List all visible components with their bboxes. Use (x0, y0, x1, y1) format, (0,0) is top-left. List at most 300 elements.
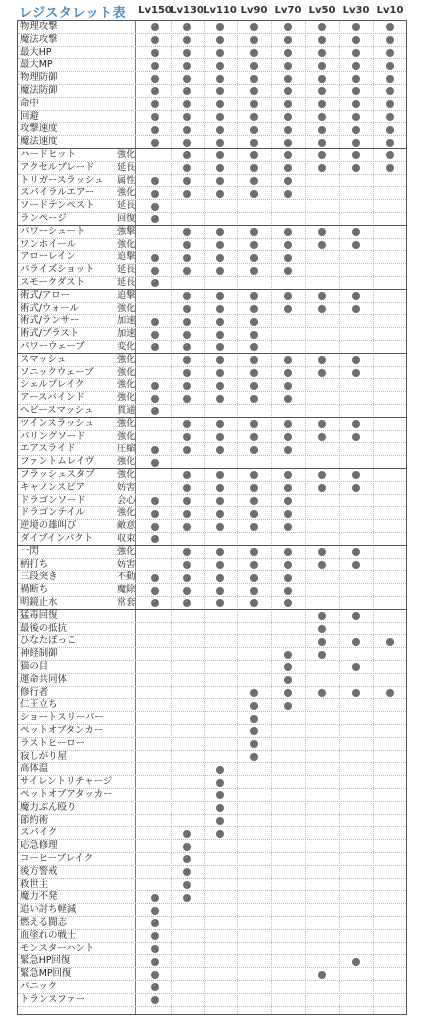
table-row (18, 34, 406, 47)
skill-name: 猫の目 (20, 661, 49, 672)
availability-dot-lv70 (284, 689, 292, 697)
table-row (18, 136, 406, 149)
skill-name: モンスターハント (20, 942, 95, 954)
skill-name: 運命共同体 (20, 673, 67, 685)
availability-dot-lv110 (216, 548, 224, 556)
availability-dot-lv70 (284, 651, 292, 659)
availability-dot-lv90 (250, 420, 258, 428)
availability-dot-lv70 (284, 241, 292, 249)
table-row (18, 200, 406, 213)
skill-name: 魔法防御 (20, 85, 58, 96)
table-row (18, 968, 406, 981)
table-row (18, 789, 406, 802)
skill-name: 応急修理 (20, 840, 58, 852)
skill-name: 血塗れの戦士 (20, 929, 77, 941)
availability-dot-lv130 (183, 228, 191, 236)
availability-dot-lv110 (216, 100, 224, 108)
availability-dot-lv50 (318, 164, 326, 172)
availability-dot-lv10 (386, 638, 394, 646)
skill-type: 強化 (117, 149, 136, 160)
availability-dot-lv130 (183, 305, 191, 313)
skill-name: スマッシュ (20, 353, 67, 365)
table-row (18, 802, 406, 815)
availability-dot-lv130 (183, 830, 191, 838)
table-row (18, 59, 406, 72)
availability-dot-lv30 (352, 49, 360, 57)
availability-dot-lv50 (318, 612, 326, 620)
availability-dot-lv130 (183, 87, 191, 95)
availability-dot-lv90 (250, 587, 258, 595)
table-row (18, 917, 406, 930)
availability-dot-lv30 (352, 663, 360, 671)
availability-dot-lv30 (352, 484, 360, 492)
availability-dot-lv150 (151, 331, 159, 339)
skill-name: ハードヒット (20, 149, 76, 160)
availability-dot-lv150 (151, 574, 159, 582)
availability-dot-lv150 (151, 395, 159, 403)
availability-dot-lv30 (352, 126, 360, 134)
skill-type: 貫通 (117, 405, 136, 416)
table-row (18, 85, 406, 98)
availability-dot-lv150 (151, 510, 159, 518)
availability-dot-lv90 (250, 292, 258, 300)
table-row (18, 994, 406, 1007)
skill-name: シェルブレイク (20, 379, 85, 391)
table-row (18, 162, 406, 175)
availability-dot-lv130 (183, 881, 191, 889)
skill-name: ショートスリーパー (20, 712, 104, 724)
availability-dot-lv90 (250, 433, 258, 441)
availability-dot-lv50 (318, 625, 326, 633)
availability-dot-lv50 (318, 638, 326, 646)
availability-dot-lv90 (250, 23, 258, 31)
availability-dot-lv70 (284, 292, 292, 300)
table-row (18, 699, 406, 712)
skill-name: スパイク (20, 827, 58, 839)
availability-dot-lv90 (250, 190, 258, 198)
table-row (18, 943, 406, 956)
availability-dot-lv50 (318, 75, 326, 83)
availability-dot-lv110 (216, 139, 224, 147)
table-row (18, 277, 406, 290)
availability-dot-lv90 (250, 715, 258, 723)
table-row (18, 379, 406, 392)
skill-name: ソニックウェーブ (20, 366, 94, 378)
table-row (18, 635, 406, 648)
table-row (18, 111, 406, 124)
skill-name: ダイブインパクト (20, 533, 94, 544)
availability-dot-lv110 (216, 177, 224, 185)
availability-dot-lv150 (151, 907, 159, 915)
skill-name: ソードテンペスト (20, 200, 95, 212)
availability-dot-lv90 (250, 267, 258, 275)
skill-name: 最後の抵抗 (20, 622, 67, 634)
availability-dot-lv130 (183, 113, 191, 121)
skill-type: 変化 (117, 341, 136, 352)
table-row (18, 315, 406, 328)
availability-dot-lv150 (151, 535, 159, 543)
availability-dot-lv110 (216, 23, 224, 31)
availability-dot-lv130 (183, 292, 191, 300)
availability-dot-lv70 (284, 100, 292, 108)
skill-name: パライズショット (20, 264, 95, 276)
availability-dot-lv90 (250, 471, 258, 479)
skill-type: 延長 (117, 161, 136, 173)
availability-dot-lv130 (183, 868, 191, 876)
skill-name: キャノンスピア (20, 481, 85, 493)
availability-dot-lv90 (250, 740, 258, 748)
column-header-lv110: Lv110 (203, 5, 237, 16)
skill-type: 妨害 (117, 481, 136, 493)
availability-dot-lv130 (183, 599, 191, 607)
skill-name: 寂しがり屋 (20, 750, 67, 762)
availability-dot-lv90 (250, 599, 258, 607)
table-row (18, 303, 406, 316)
availability-dot-lv150 (151, 49, 159, 57)
availability-dot-lv110 (216, 369, 224, 377)
availability-dot-lv90 (250, 36, 258, 44)
table-row (18, 584, 406, 597)
availability-dot-lv90 (250, 151, 258, 159)
table-row (18, 239, 406, 252)
skill-name: ペットオブタンカー (20, 725, 104, 736)
skill-type: 会心 (117, 494, 136, 506)
availability-dot-lv110 (216, 561, 224, 569)
availability-dot-lv70 (284, 382, 292, 390)
availability-dot-lv50 (318, 484, 326, 492)
availability-dot-lv70 (284, 523, 292, 531)
availability-dot-lv110 (216, 62, 224, 70)
availability-dot-lv130 (183, 420, 191, 428)
availability-dot-lv50 (318, 689, 326, 697)
skill-type: 強化 (117, 469, 136, 480)
availability-dot-lv50 (318, 100, 326, 108)
availability-dot-lv110 (216, 433, 224, 441)
availability-dot-lv50 (318, 228, 326, 236)
availability-dot-lv110 (216, 241, 224, 249)
skill-type: 強化 (117, 507, 136, 519)
availability-dot-lv90 (250, 343, 258, 351)
skill-name: 魔力不発 (20, 891, 58, 903)
availability-dot-lv90 (250, 497, 258, 505)
availability-dot-lv110 (216, 791, 224, 799)
page-title: レジスタレット表 (19, 6, 127, 21)
availability-dot-lv110 (216, 87, 224, 95)
skill-type: 延長 (117, 200, 136, 212)
skill-name: 最大HP (20, 46, 52, 58)
availability-dot-lv70 (284, 599, 292, 607)
skill-type: 加速 (117, 328, 136, 340)
availability-dot-lv70 (284, 369, 292, 377)
availability-dot-lv150 (151, 919, 159, 927)
table-row (18, 264, 406, 277)
availability-dot-lv50 (318, 139, 326, 147)
column-header-lv150: Lv150 (138, 5, 172, 16)
availability-dot-lv90 (250, 689, 258, 697)
skill-name: ラストヒーロー (20, 737, 85, 749)
skill-name: 柄打ち (20, 558, 49, 570)
availability-dot-lv110 (216, 523, 224, 531)
availability-dot-lv30 (352, 164, 360, 172)
availability-dot-lv130 (183, 894, 191, 902)
table-row (18, 495, 406, 508)
availability-dot-lv110 (216, 267, 224, 275)
skill-name: ドラゴンテイル (20, 507, 85, 519)
table-row (18, 290, 406, 303)
availability-dot-lv50 (318, 292, 326, 300)
availability-dot-lv130 (183, 548, 191, 556)
table-row (18, 879, 406, 892)
skill-name: 禍断ち (20, 584, 49, 596)
table-row (18, 623, 406, 636)
availability-dot-lv70 (284, 446, 292, 454)
skill-type: 属性 (117, 174, 136, 186)
table-row (18, 251, 406, 264)
availability-dot-lv150 (151, 254, 159, 262)
availability-dot-lv130 (183, 446, 191, 454)
skill-name: 逆境の雄叫び (20, 520, 77, 532)
skill-type: 強化 (117, 417, 136, 429)
skill-name: 物理防御 (20, 72, 58, 84)
availability-dot-lv90 (250, 395, 258, 403)
skill-name: 攻撃速度 (20, 123, 58, 135)
skill-name: アローレイン (20, 251, 76, 263)
availability-dot-lv90 (250, 228, 258, 236)
availability-dot-lv30 (352, 75, 360, 83)
table-row (18, 930, 406, 943)
table-row (18, 21, 406, 34)
skill-type: 強化 (117, 430, 136, 442)
skill-name: 仁王立ち (20, 699, 58, 711)
availability-dot-lv130 (183, 484, 191, 492)
availability-dot-lv110 (216, 318, 224, 326)
availability-dot-lv70 (284, 177, 292, 185)
availability-dot-lv50 (318, 471, 326, 479)
availability-dot-lv130 (183, 151, 191, 159)
availability-dot-lv30 (352, 369, 360, 377)
availability-dot-lv30 (352, 548, 360, 556)
skill-name: 術式/ウォール (20, 302, 79, 314)
availability-dot-lv50 (318, 62, 326, 70)
availability-dot-lv150 (151, 62, 159, 70)
availability-dot-lv50 (318, 420, 326, 428)
availability-dot-lv130 (183, 190, 191, 198)
table-row (18, 328, 406, 341)
availability-dot-lv110 (216, 126, 224, 134)
availability-dot-lv70 (284, 561, 292, 569)
skill-name: 明鏡止水 (20, 597, 58, 608)
skill-type: 強化 (117, 366, 136, 378)
skill-name: 命中 (20, 97, 39, 109)
skill-name: ヘビースマッシュ (20, 405, 94, 416)
skill-name: アクセルブレード (20, 161, 95, 173)
availability-dot-lv70 (284, 254, 292, 262)
availability-dot-lv130 (183, 497, 191, 505)
table-row (18, 456, 406, 469)
availability-dot-lv30 (352, 62, 360, 70)
availability-dot-lv130 (183, 395, 191, 403)
availability-dot-lv70 (284, 49, 292, 57)
table-row (18, 815, 406, 828)
availability-dot-lv30 (352, 228, 360, 236)
table-row (18, 546, 406, 559)
table-row (18, 469, 406, 482)
availability-dot-lv110 (216, 49, 224, 57)
skill-type: 常套 (117, 597, 136, 608)
skill-name: パワーウェーブ (20, 341, 85, 352)
availability-dot-lv130 (183, 267, 191, 275)
availability-dot-lv50 (318, 126, 326, 134)
availability-dot-lv110 (216, 395, 224, 403)
availability-dot-lv150 (151, 958, 159, 966)
availability-dot-lv70 (284, 75, 292, 83)
availability-dot-lv110 (216, 75, 224, 83)
skill-name: 回避 (20, 110, 39, 122)
availability-dot-lv150 (151, 446, 159, 454)
skill-name: 術式/ブラスト (20, 328, 80, 340)
availability-dot-lv150 (151, 215, 159, 223)
availability-dot-lv30 (352, 87, 360, 95)
availability-dot-lv110 (216, 305, 224, 313)
table-row (18, 123, 406, 136)
skill-type: 魔除 (117, 584, 136, 596)
availability-dot-lv130 (183, 855, 191, 863)
table-row (18, 597, 406, 610)
availability-dot-lv90 (250, 62, 258, 70)
availability-dot-lv130 (183, 36, 191, 44)
table-row (18, 610, 406, 623)
availability-dot-lv70 (284, 395, 292, 403)
skill-type: 強化 (117, 302, 136, 314)
skill-name: トランスファー (20, 993, 86, 1005)
availability-dot-lv110 (216, 36, 224, 44)
table-row (18, 751, 406, 764)
availability-dot-lv30 (352, 561, 360, 569)
availability-dot-lv150 (151, 894, 159, 902)
availability-dot-lv110 (216, 446, 224, 454)
table-row (18, 354, 406, 367)
skill-name: 神経制御 (20, 648, 58, 660)
availability-dot-lv50 (318, 356, 326, 364)
availability-dot-lv130 (183, 843, 191, 851)
availability-dot-lv130 (183, 318, 191, 326)
availability-dot-lv10 (386, 689, 394, 697)
availability-dot-lv150 (151, 177, 159, 185)
skill-type: 追撃 (117, 251, 136, 263)
table-row (18, 840, 406, 853)
table-row (18, 866, 406, 879)
skill-name: 魔法攻撃 (20, 33, 58, 45)
skill-name: ワンホイール (20, 238, 77, 250)
table-row (18, 904, 406, 917)
availability-dot-lv130 (183, 241, 191, 249)
availability-dot-lv30 (352, 471, 360, 479)
skill-name: 術式/アロー (20, 289, 71, 301)
skill-name: 緊急HP回復 (20, 955, 71, 967)
availability-dot-lv150 (151, 983, 159, 991)
availability-dot-lv130 (183, 382, 191, 390)
skill-name: 猛毒回復 (20, 609, 58, 621)
availability-dot-lv150 (151, 36, 159, 44)
availability-dot-lv130 (183, 177, 191, 185)
skill-type: 強化 (117, 456, 136, 468)
availability-dot-lv110 (216, 599, 224, 607)
availability-dot-lv130 (183, 471, 191, 479)
table-row (18, 955, 406, 968)
availability-dot-lv150 (151, 459, 159, 467)
availability-dot-lv150 (151, 318, 159, 326)
availability-dot-lv50 (318, 651, 326, 659)
availability-dot-lv110 (216, 254, 224, 262)
availability-dot-lv150 (151, 87, 159, 95)
availability-dot-lv70 (284, 587, 292, 595)
availability-dot-lv30 (352, 292, 360, 300)
skill-name: 修行者 (20, 686, 49, 698)
availability-dot-lv90 (250, 753, 258, 761)
column-header-lv50: Lv50 (308, 5, 336, 16)
availability-dot-lv70 (284, 510, 292, 518)
availability-dot-lv90 (250, 446, 258, 454)
availability-dot-lv110 (216, 151, 224, 159)
availability-dot-lv10 (386, 36, 394, 44)
skill-name: エアスライド (20, 443, 76, 455)
availability-dot-lv110 (216, 484, 224, 492)
availability-dot-lv90 (250, 164, 258, 172)
availability-dot-lv30 (352, 689, 360, 697)
availability-dot-lv10 (386, 23, 394, 31)
skill-type: 強化 (117, 392, 136, 404)
skill-name: コーヒーブレイク (20, 853, 94, 864)
availability-dot-lv110 (216, 356, 224, 364)
skill-type: 敵意 (117, 520, 136, 532)
availability-dot-lv90 (250, 523, 258, 531)
availability-dot-lv70 (284, 164, 292, 172)
availability-dot-lv150 (151, 203, 159, 211)
skill-name: スパイラルエアー (20, 187, 95, 199)
skill-name: ペットオブアタッカー (20, 789, 113, 800)
availability-dot-lv70 (284, 126, 292, 134)
availability-dot-lv150 (151, 100, 159, 108)
availability-dot-lv110 (216, 587, 224, 595)
skill-type: 強化 (117, 379, 136, 391)
availability-dot-lv70 (284, 62, 292, 70)
availability-dot-lv10 (386, 75, 394, 83)
availability-dot-lv110 (216, 510, 224, 518)
availability-dot-lv30 (352, 958, 360, 966)
skill-name: ランページ (20, 213, 67, 224)
availability-dot-lv30 (352, 241, 360, 249)
table-row (18, 738, 406, 751)
skill-name: 一閃 (20, 545, 39, 557)
availability-dot-lv50 (318, 36, 326, 44)
availability-dot-lv110 (216, 382, 224, 390)
table-row (18, 149, 406, 162)
availability-dot-lv10 (386, 126, 394, 134)
availability-dot-lv130 (183, 574, 191, 582)
table-row (18, 533, 406, 546)
availability-dot-lv10 (386, 139, 394, 147)
skill-type: 強化 (117, 353, 136, 365)
table-row (18, 175, 406, 188)
availability-dot-lv30 (352, 113, 360, 121)
skill-type: 強化 (117, 187, 136, 199)
availability-dot-lv90 (250, 356, 258, 364)
availability-dot-lv70 (284, 497, 292, 505)
availability-dot-lv150 (151, 343, 159, 351)
skill-type: 強化 (117, 545, 136, 557)
availability-dot-lv30 (352, 23, 360, 31)
skill-name: ファントムレイヴ (20, 456, 95, 468)
